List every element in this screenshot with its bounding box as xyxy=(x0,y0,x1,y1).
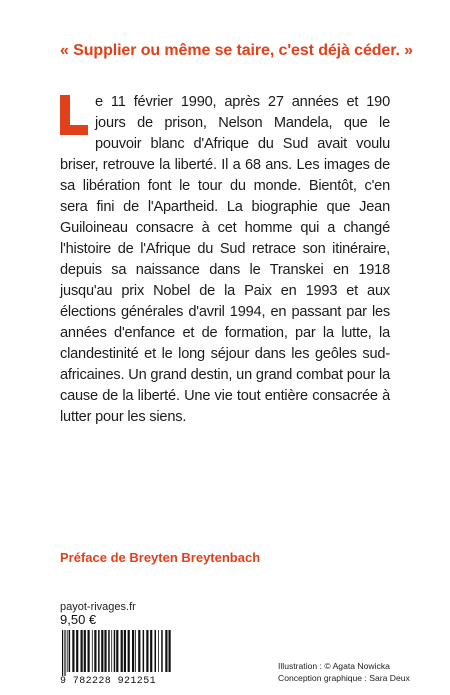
blurb-text: e 11 février 1990, après 27 années et 190 jours de prison, Nelson Mandela, que le pouvoir blanc d'Afrique du Sud avait voulu briser, retrouve la liberté. Il a 68 ans. Les images de sa libération font le tour du monde. Bientôt, c'en sera fini de l'Apartheid. La biographie que Jean Guiloineau consacre à cet homme qui a changé l'histoire de l'Afrique du Sud retrace son itinéraire, depuis sa naissance dans le Transkei en 1918 jusqu'au prix Nobel de la Paix en 1993 et aux élections générales d'avril 1994, en passant par les années d'enfance et de formation, par la lutte, la clandestinité et le long séjour dans les geôles sud-africaines. Un grand destin, un grand combat pour la cause de la liberté. Une vie tout entière consacrée à lutter pour les siens. xyxy=(60,94,390,425)
illustration-credit: Illustration : © Agata Nowicka xyxy=(278,661,390,671)
isbn-barcode xyxy=(60,630,178,676)
book-blurb xyxy=(60,92,390,428)
design-credit: Conception graphique : Sara Deux xyxy=(278,673,410,683)
isbn-number: 9 782228 921251 xyxy=(60,676,157,687)
dropcap-l-letter xyxy=(60,95,89,135)
barcode-graphic xyxy=(60,630,178,676)
preface-credit: Préface de Breyten Breytenbach xyxy=(60,550,261,565)
cover-quote: « Supplier ou même se taire, c'est déjà céder. » xyxy=(60,42,413,59)
publisher-url: payot-rivages.fr xyxy=(60,601,136,613)
cover-credits xyxy=(278,660,410,684)
price-label: 9,50 € xyxy=(60,612,97,627)
